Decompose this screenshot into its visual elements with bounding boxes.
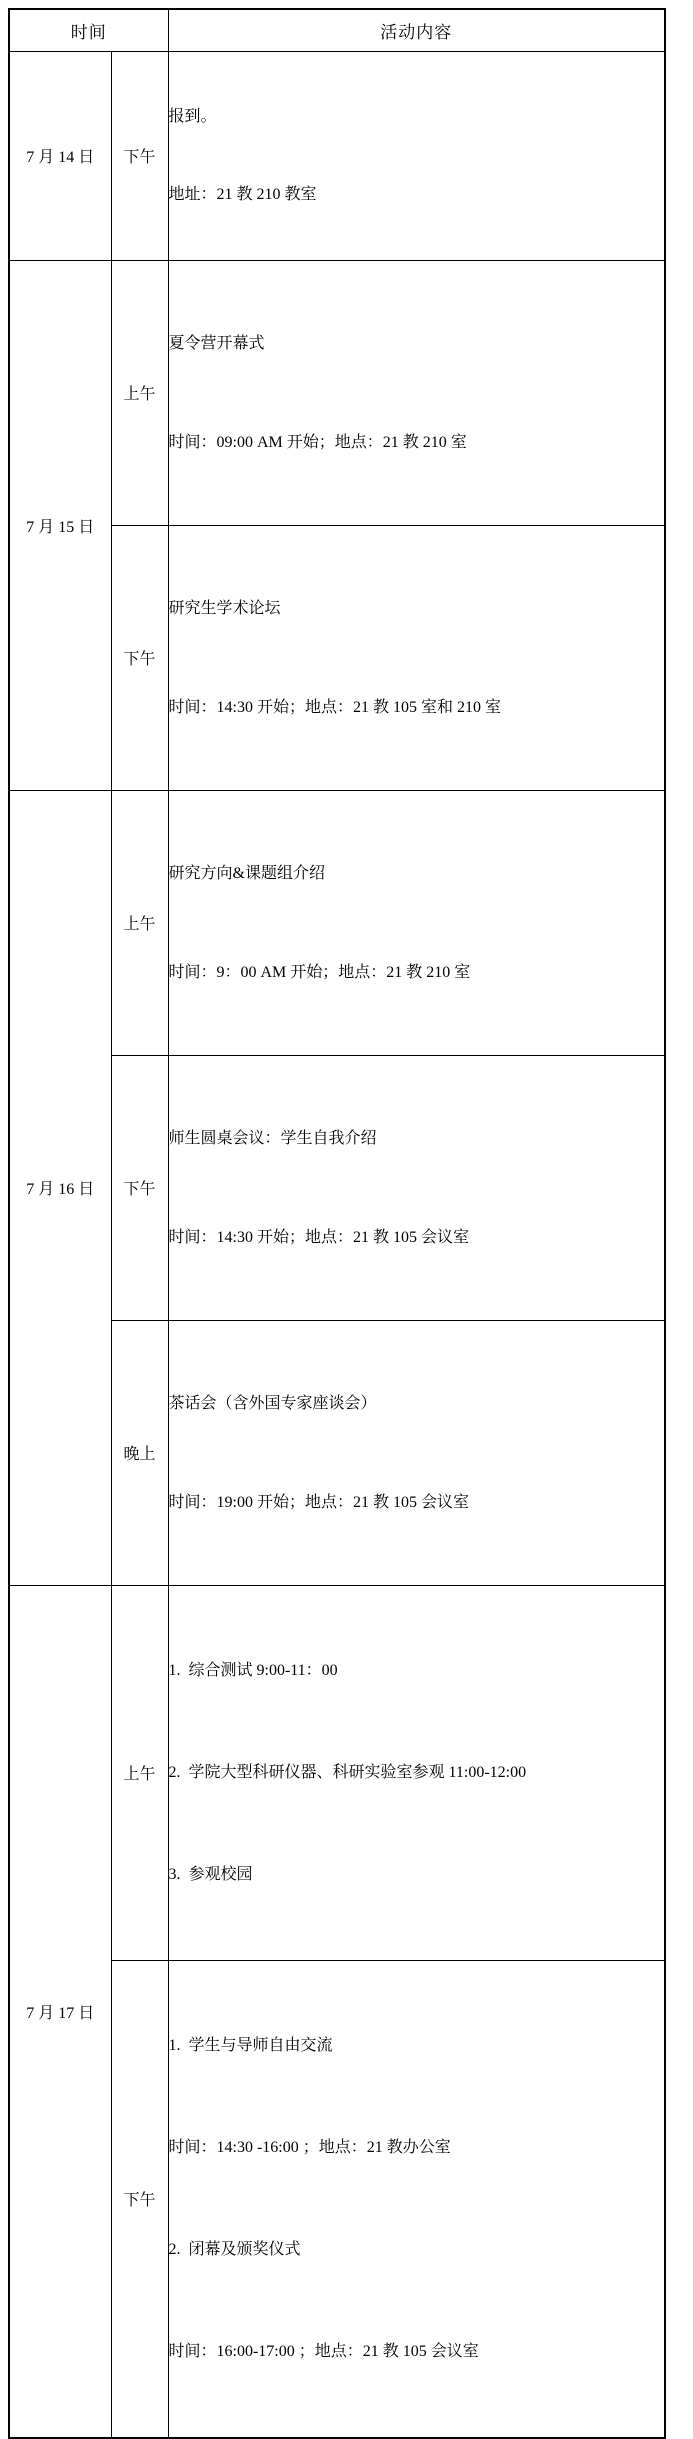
period-cell-jul15-am: 上午 [111,260,168,525]
period-cell-jul16-evening: 晚上 [111,1320,168,1585]
activity-line: 时间：09:00 AM 开始；地点：21 教 210 室 [168,433,467,451]
activity-line: 地址：21 教 210 教室 [168,185,317,203]
activity-line: 报到。 [168,107,217,125]
date-cell-jul15: 7 月 15 日 [9,260,111,790]
date-cell-jul14: 7 月 14 日 [9,51,111,260]
header-activity-content: 活动内容 [168,9,665,51]
activity-cell [168,51,665,260]
activity-cell [168,1585,665,1960]
activity-line: 时间：9：00 AM 开始；地点：21 教 210 室 [168,963,471,981]
activity-line: 时间：19:00 开始；地点：21 教 105 会议室 [168,1493,469,1511]
activity-line: 时间：14:30 开始；地点：21 教 105 室和 210 室 [168,698,501,716]
period-cell-jul15-pm: 下午 [111,525,168,790]
header-time: 时间 [9,9,168,51]
activity-cell [168,1320,665,1585]
period-cell-jul14-pm: 下午 [111,51,168,260]
activity-cell [168,525,665,790]
period-cell-jul17-pm: 下午 [111,1960,168,2438]
activity-line: 研究方向&课题组介绍 [168,864,325,882]
schedule-table [8,8,666,2439]
activity-cell [168,790,665,1055]
period-cell-jul17-am: 上午 [111,1585,168,1960]
activity-line: 茶话会（含外国专家座谈会） [168,1394,377,1412]
activity-cell [168,1960,665,2438]
activity-line: 夏令营开幕式 [168,334,265,352]
activity-cell [168,260,665,525]
date-cell-jul17: 7 月 17 日 [9,1585,111,2438]
activity-line: 1. 综合测试 9:00-11：00 [168,1661,338,1679]
activity-line: 时间：14:30 开始；地点：21 教 105 会议室 [168,1228,469,1246]
date-cell-jul16: 7 月 16 日 [9,790,111,1585]
activity-line: 师生圆桌会议：学生自我介绍 [168,1129,377,1147]
activity-line: 时间：16:00-17:00 ；地点：21 教 105 会议室 [168,2342,479,2360]
activity-line: 2. 学院大型科研仪器、科研实验室参观 11:00-12:00 [168,1763,527,1781]
activity-cell [168,1055,665,1320]
activity-line: 研究生学术论坛 [168,599,281,617]
period-cell-jul16-pm: 下午 [111,1055,168,1320]
activity-line: 时间：14:30 -16:00 ；地点：21 教办公室 [168,2138,451,2156]
activity-line: 1. 学生与导师自由交流 [168,2036,333,2054]
period-cell-jul16-am: 上午 [111,790,168,1055]
activity-line: 2. 闭幕及颁奖仪式 [168,2240,301,2258]
activity-line: 3. 参观校园 [168,1865,253,1883]
